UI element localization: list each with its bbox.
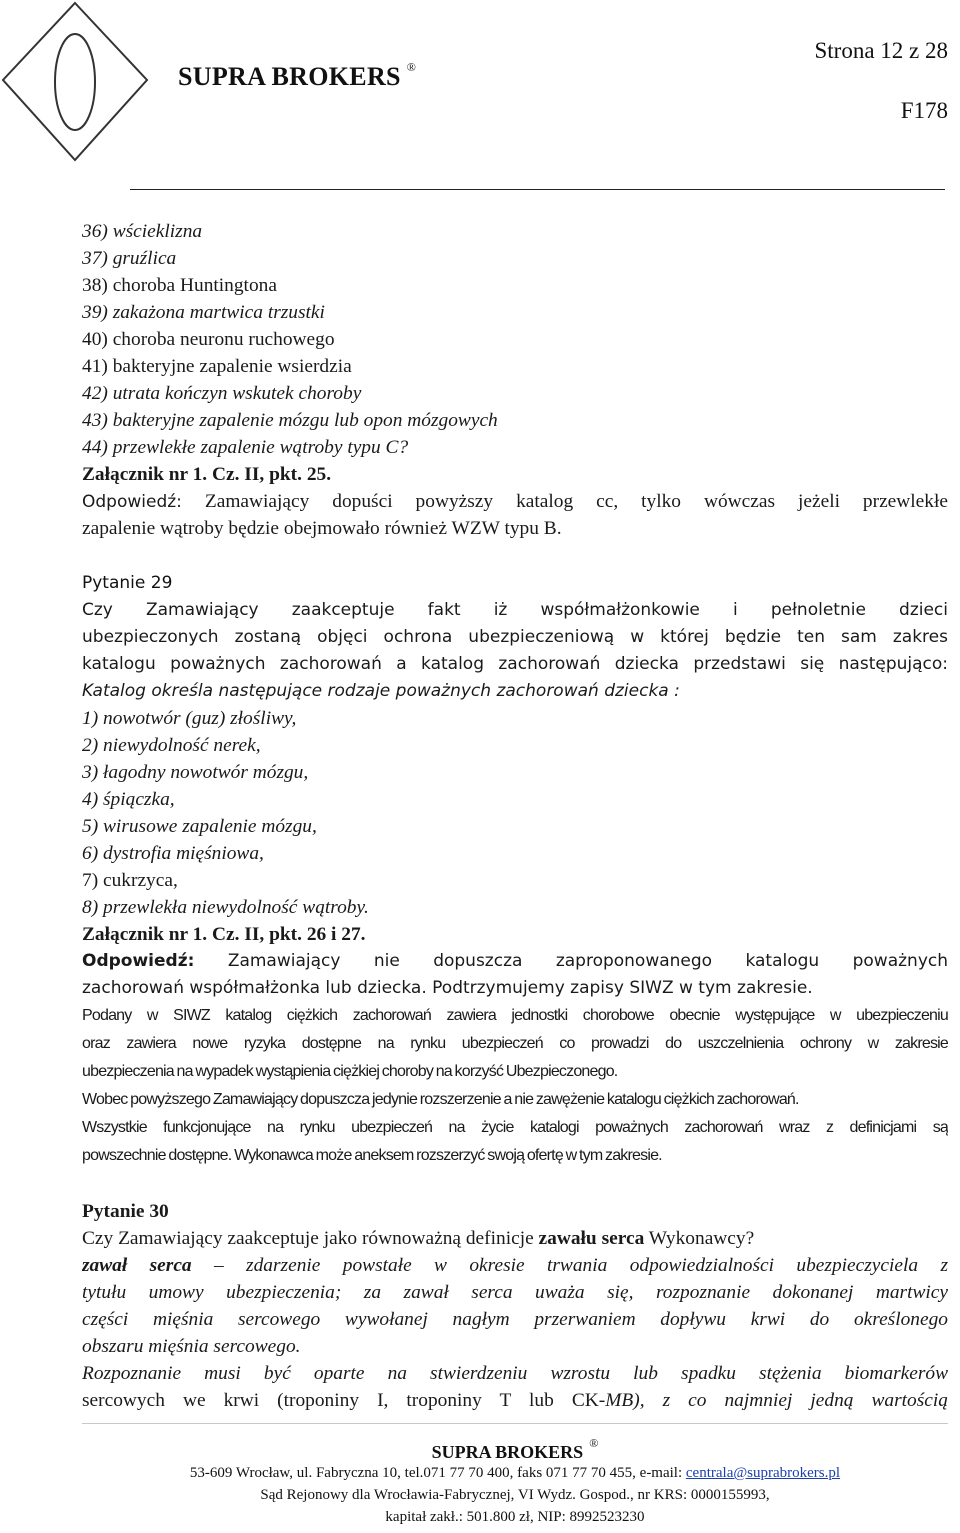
list-item: 40) choroba neuronu ruchowego: [82, 329, 335, 350]
question-line: katalogu poważnych zachorowań a katalog zachorowań dziecka przedstawi się następująco:: [82, 654, 948, 674]
form-code: F178: [900, 98, 948, 123]
list-item: 37) gruźlica: [82, 248, 177, 269]
list-item: 2) niewydolność nerek,: [82, 735, 261, 756]
list-item: 43) bakteryjne zapalenie mózgu lub opon mózgowych: [82, 410, 498, 431]
diagnosis-line: sercowych we krwi (troponiny I, troponiny T lub CK-MB), z co najmniej jedną wartością: [82, 1390, 948, 1411]
answer-line: zachorowań współmałżonka lub dziecka. Podtrzymujemy zapisy SIWZ w tym zakresie.: [82, 978, 813, 998]
attachment-reference: Załącznik nr 1. Cz. II, pkt. 26 i 27.: [82, 924, 366, 945]
page-number: Strona 12 z 28: [814, 38, 948, 63]
question-29-title: Pytanie 29: [82, 573, 173, 593]
footer-court: Sąd Rejonowy dla Wrocławia-Fabrycznej, VI Wydz. Gospod., nr KRS: 0000155993,: [260, 1487, 770, 1503]
question-line: ubezpieczonych zostaną objęci ochrona ubezpieczeniową w której będzie ten sam zakres: [82, 627, 948, 647]
definition-term: zawał serca: [82, 1255, 192, 1276]
answer-note-line: powszechnie dostępne. Wykonawca może aneksem rozszerzyć swoją ofertę w tym zakresie.: [82, 1147, 662, 1164]
answer-paragraph: Odpowiedź: Zamawiający nie dopuszcza zaproponowanego katalogu poważnych: [82, 951, 948, 971]
answer-note-line: ubezpieczenia na wypadek wystąpienia ciężkiej choroby na korzyść Ubezpieczonego.: [82, 1063, 618, 1080]
footer-capital: kapitał zakł.: 501.800 zł, NIP: 8992523230: [385, 1509, 645, 1525]
answer-label: Odpowiedź:: [82, 492, 182, 512]
footer-brand: SUPRA BROKERS ®: [431, 1436, 599, 1462]
answer-paragraph: Odpowiedź: Zamawiający dopuści powyższy katalog cc, tylko wówczas jeżeli przewlekłe: [82, 491, 948, 512]
answer-note-line: oraz zawiera nowe ryzyka dostępne na rynku ubezpieczeń co prowadzi do uszczelnienia ochrony w zakresie: [82, 1035, 948, 1052]
list-item: 38) choroba Huntingtona: [82, 275, 277, 296]
attachment-reference: Załącznik nr 1. Cz. II, pkt. 25.: [82, 464, 332, 485]
answer-label: Odpowiedź:: [82, 951, 195, 971]
definition-line: obszaru mięśnia sercowego.: [82, 1336, 301, 1357]
definition-line: tytułu umowy ubezpieczenia; za zawał serca uważa się, rozpoznanie dokonanej martwicy: [82, 1282, 948, 1303]
question-line: Czy Zamawiający zaakceptuje fakt iż współmałżonkowie i pełnoletnie dzieci: [82, 600, 948, 620]
header-brand: SUPRA BROKERS ®: [178, 60, 417, 91]
catalog-intro: Katalog określa następujące rodzaje poważnych zachorowań dziecka :: [82, 681, 680, 701]
footer-address: 53-609 Wrocław, ul. Fabryczna 10, tel.071 77 70 400, faks 071 77 70 455, e-mail: centrala@suprabrokers.pl: [189, 1465, 841, 1481]
answer-note-line: Wszystkie funkcjonujące na rynku ubezpieczeń na życie katalogi poważnych zachorowań wraz z definicjami są: [82, 1119, 948, 1136]
list-item: 44) przewlekłe zapalenie wątroby typu C?: [82, 437, 409, 458]
diagnosis-line: Rozpoznanie musi być oparte na stwierdzeniu wzrostu lub spadku stężenia biomarkerów: [82, 1363, 948, 1384]
list-item: 41) bakteryjne zapalenie wsierdzia: [82, 356, 352, 377]
footer-divider: [82, 1423, 948, 1424]
list-item: 8) przewlekła niewydolność wątroby.: [82, 897, 369, 918]
header-divider: [130, 189, 945, 190]
list-item: 36) wścieklizna: [82, 221, 203, 242]
answer-note-line: Podany w SIWZ katalog ciężkich zachorowań zawiera jednostki chorobowe obecnie występujące w ubezpieczeniu: [82, 1007, 948, 1024]
answer-note-line: Wobec powyższego Zamawiający dopuszcza jedynie rozszerzenie a nie zawężenie katalogu ciężkich zachorowań.: [82, 1091, 799, 1108]
answer-line: zapalenie wątroby będzie obejmowało również WZW typu B.: [82, 518, 562, 539]
list-item: 42) utrata kończyn wskutek choroby: [82, 383, 362, 404]
list-item: 4) śpiączka,: [82, 789, 175, 810]
footer-email-link[interactable]: centrala@suprabrokers.pl: [685, 1465, 841, 1481]
list-item: 39) zakażona martwica trzustki: [82, 302, 325, 323]
definition-line: zawał serca – zdarzenie powstałe w okresie trwania odpowiedzialności ubezpieczyciela z: [82, 1255, 948, 1276]
question-line: Czy Zamawiający zaakceptuje jako równoważną definicje zawału serca Wykonawcy?: [82, 1228, 755, 1249]
term-bold: zawału serca: [538, 1228, 645, 1249]
question-30-title: Pytanie 30: [82, 1201, 169, 1222]
list-item: 7) cukrzyca,: [82, 870, 178, 891]
list-item: 3) łagodny nowotwór mózgu,: [82, 762, 309, 783]
company-logo: [0, 0, 150, 175]
list-item: 5) wirusowe zapalenie mózgu,: [82, 816, 317, 837]
document-body: [82, 218, 948, 1414]
list-item: 1) nowotwór (guz) złośliwy,: [82, 708, 297, 729]
list-item: 6) dystrofia mięśniowa,: [82, 843, 264, 864]
definition-line: części mięśnia sercowego wywołanej nagłym przerwaniem dopływu krwi do określonego: [82, 1309, 948, 1330]
page-footer: [82, 1432, 948, 1528]
